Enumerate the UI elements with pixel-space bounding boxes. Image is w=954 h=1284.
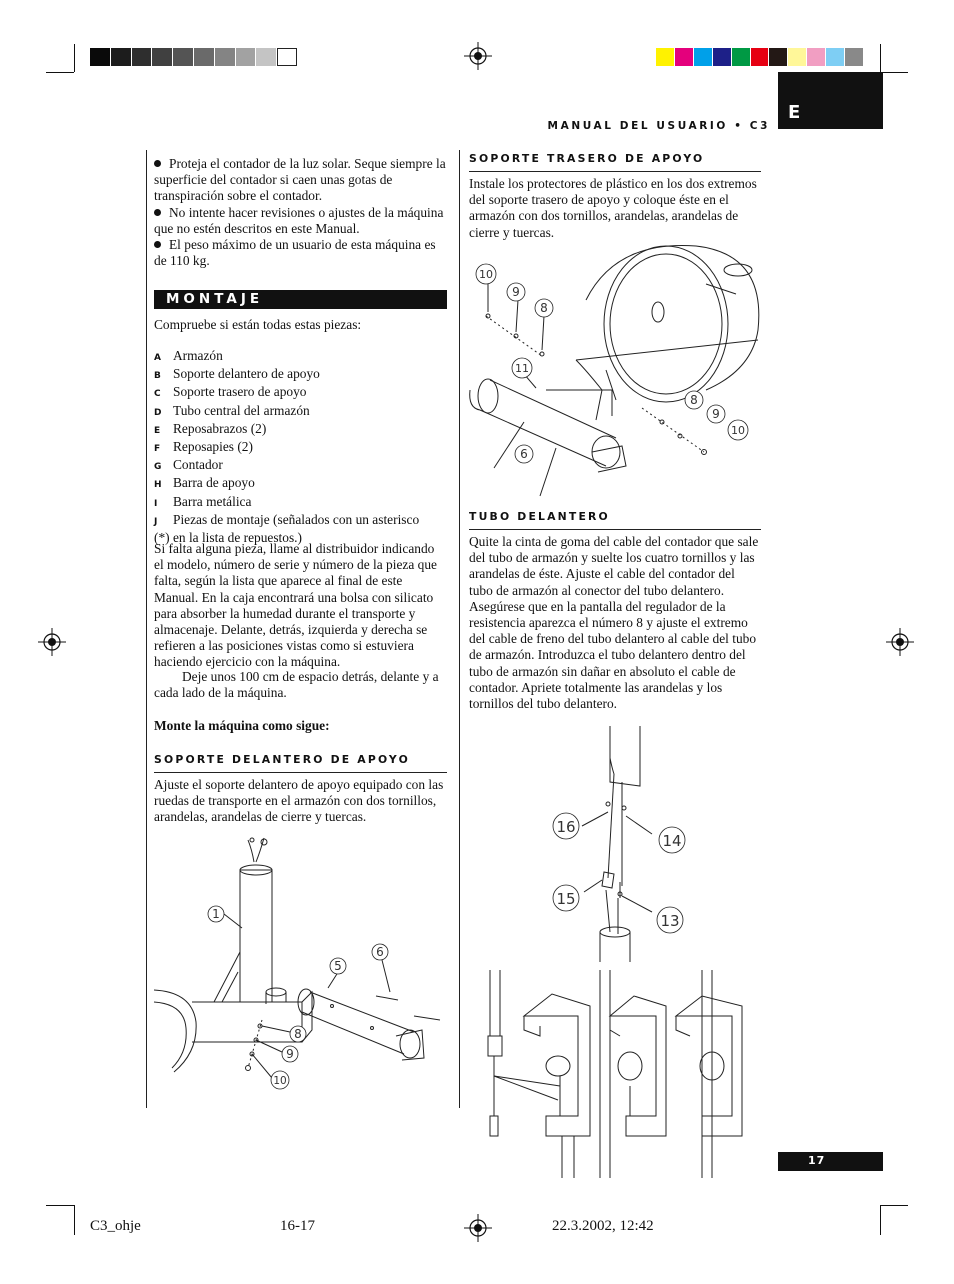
rear-support-rule — [469, 171, 761, 172]
front-support-heading: SOPORTE DELANTERO DE APOYO — [154, 753, 410, 766]
color-swatch — [656, 48, 674, 66]
color-swatch — [732, 48, 750, 66]
part-item: E Reposabrazos (2) — [154, 420, 267, 436]
rear-label-8: 8 — [540, 301, 548, 315]
page-number-bar — [778, 1152, 883, 1171]
rear-support-heading: SOPORTE TRASERO DE APOYO — [469, 152, 705, 165]
fig-label-9: 9 — [286, 1047, 294, 1061]
color-swatch — [769, 48, 787, 66]
language-tab-letter: E — [788, 102, 801, 123]
bullet-icon — [154, 209, 161, 216]
grey-swatch — [236, 48, 256, 66]
registration-mark-left — [38, 628, 66, 656]
rear-label-10b: 10 — [731, 424, 745, 437]
grey-swatch — [90, 48, 110, 66]
color-swatch — [807, 48, 825, 66]
part-item: B Soporte delantero de apoyo — [154, 366, 320, 382]
registration-mark-bottom — [464, 1214, 492, 1242]
color-swatch — [751, 48, 769, 66]
grey-swatch — [194, 48, 214, 66]
color-swatch — [675, 48, 693, 66]
rear-label-9: 9 — [512, 285, 520, 299]
montaje-heading-bar — [154, 290, 447, 309]
tube-label-14: 14 — [662, 832, 682, 850]
part-item: C Soporte trasero de apoyo — [154, 384, 307, 400]
grey-swatch — [132, 48, 152, 66]
color-swatch — [845, 48, 863, 66]
grey-swatch — [152, 48, 172, 66]
clamp-illustration — [480, 966, 750, 1178]
front-tube-heading: TUBO DELANTERO — [469, 510, 610, 523]
check-text: Compruebe si están todas estas piezas: — [154, 317, 362, 332]
front-tube-illustration — [540, 722, 700, 962]
part-item: J Piezas de montaje (señalados con un asterisco — [154, 511, 420, 527]
fig-label-8: 8 — [294, 1027, 302, 1041]
footer-datetime: 22.3.2002, 12:42 — [552, 1218, 654, 1234]
page-number: 17 — [808, 1154, 826, 1167]
rear-label-9b: 9 — [712, 407, 720, 421]
part-item: H Barra de apoyo — [154, 475, 255, 491]
column-divider-middle — [459, 150, 460, 1108]
bullet-list — [154, 156, 450, 269]
bullet-item: El peso máximo de un usuario de esta máquina es de 110 kg. — [154, 237, 436, 269]
tube-label-16: 16 — [556, 818, 576, 836]
fig-label-6: 6 — [376, 945, 384, 959]
front-tube-rule — [469, 529, 761, 530]
grey-swatch — [277, 48, 297, 66]
part-item: D Tubo central del armazón — [154, 402, 310, 418]
space-paragraph: Deje unos 100 cm de espacio detrás, delante y a cada lado de la máquina. — [154, 669, 439, 701]
rear-label-8b: 8 — [690, 393, 698, 407]
front-support-illustration — [152, 832, 448, 1098]
assemble-label: Monte la máquina como sigue: — [154, 718, 330, 733]
left-column — [154, 156, 450, 269]
color-swatch — [788, 48, 806, 66]
bullet-item: No intente hacer revisiones o ajustes de la máquina que no estén descritos en este Manual. — [154, 204, 444, 236]
grey-swatch — [173, 48, 193, 66]
fig-label-1: 1 — [212, 907, 220, 921]
running-title: MANUAL DEL USUARIO • C3 — [547, 120, 770, 132]
fig-label-5: 5 — [334, 959, 342, 973]
parts-list — [154, 348, 450, 546]
grey-swatch — [111, 48, 131, 66]
color-calibration-bar — [656, 48, 864, 66]
rear-label-6: 6 — [520, 447, 528, 461]
rear-label-10: 10 — [479, 268, 493, 281]
color-swatch — [694, 48, 712, 66]
grey-swatch — [256, 48, 276, 66]
part-item: A Armazón — [154, 348, 223, 363]
footer-file: C3_ohje — [90, 1218, 141, 1234]
color-swatch — [713, 48, 731, 66]
column-divider-left — [146, 150, 147, 1108]
missing-parts-paragraph: Si falta alguna pieza, llame al distribuidor indicando el modelo, número de serie y número de la pieza que falta, según la lista que aparece al final de este Manual. En la caja encontrará una bolsa con silicato para absorber la humedad durante el transporte y almacenaje. Delante, detrás, izquierda y derecha se refieren a las posiciones vistas como si estuviera haciendo ejercicio con la máquina. — [154, 541, 437, 670]
rear-label-11: 11 — [515, 362, 529, 375]
rear-support-text: Instale los protectores de plástico en los dos extremos del soporte trasero de apoyo y coloque éste en el armazón con dos tornillos, arandelas, arandelas de cierre y tuercas. — [469, 176, 757, 240]
bullet-icon — [154, 241, 161, 248]
parts-continuation: (*) en la lista de repuestos.) — [154, 530, 302, 546]
front-support-rule — [154, 772, 447, 773]
greyscale-calibration-bar — [90, 48, 298, 66]
part-item: G Contador — [154, 457, 223, 473]
color-swatch — [826, 48, 844, 66]
rear-support-illustration — [466, 240, 762, 508]
registration-mark-top — [464, 42, 492, 70]
language-tab — [778, 72, 883, 129]
part-item: I Barra metálica — [154, 493, 252, 509]
grey-swatch — [215, 48, 235, 66]
tube-label-13: 13 — [660, 912, 680, 930]
fig-label-10: 10 — [273, 1075, 287, 1087]
front-support-text: Ajuste el soporte delantero de apoyo equipado con las ruedas de transporte en el armazón con dos tornillos, arandelas, arandelas de cierre y tuercas. — [154, 777, 444, 825]
tube-label-15: 15 — [556, 890, 576, 908]
footer-pages: 16-17 — [280, 1218, 315, 1234]
registration-mark-right — [886, 628, 914, 656]
bullet-item: Proteja el contador de la luz solar. Seque siempre la superficie del contador si caen unas gotas de transpiración sobre el contador. — [154, 156, 446, 204]
montaje-heading: MONTAJE — [166, 291, 264, 307]
bullet-icon — [154, 160, 161, 167]
front-tube-text: Quite la cinta de goma del cable del contador que sale del tubo de armazón y suelte los cuatro tornillos y las arandelas de éste. Ajuste el cable del contador del tubo de armazón al conector del tubo delantero. Asegúrese que en la pantalla del regulador de la resistencia aparezca el número 8 y ajuste el extremo del cable de freno del tubo delantero al cable del tubo de armazón. Introduzca el tubo delantero dentro del tubo de armazón sin dañar en absoluto el cable de contador. Apriete totalmente las arandelas y los tornillos del tubo delantero. — [469, 534, 759, 712]
part-item: F Reposapies (2) — [154, 439, 253, 455]
